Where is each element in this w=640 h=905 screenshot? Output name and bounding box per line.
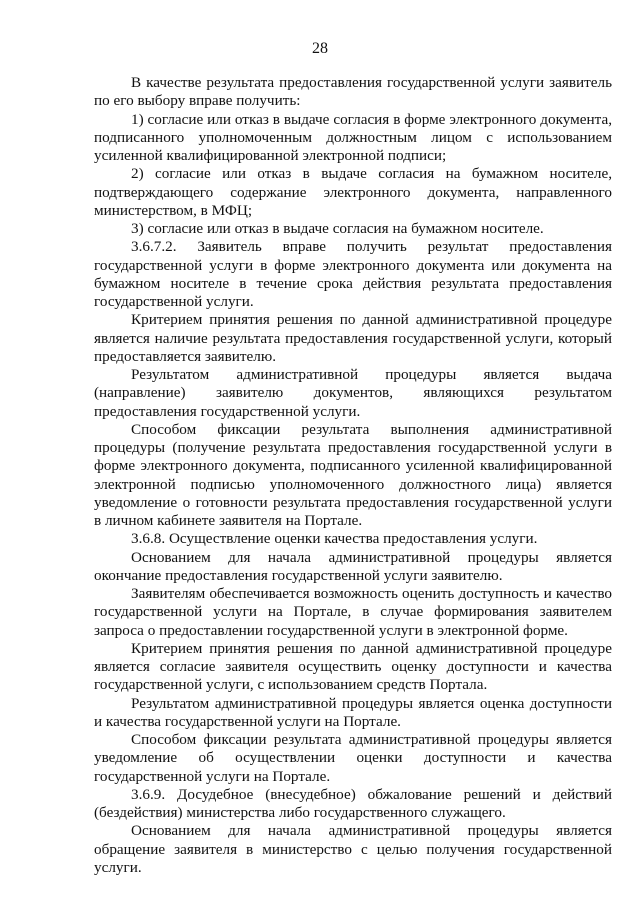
page-number: 28	[312, 40, 328, 57]
paragraph-applicant-evaluation: Заявителям обеспечивается возможность оценить доступность и качество государственной услуги на Портале, в случае формирования заявителем запроса о предоставлении государственной услуги в электронной форме.	[94, 585, 612, 639]
document-body	[94, 74, 612, 877]
paragraph-result-intro: В качестве результата предоставления государственной услуги заявитель по его выбору вправе получить:	[94, 74, 612, 110]
paragraph-basis-start-2: Основанием для начала административной процедуры является обращение заявителя в министерство с целью получения государственной услуги.	[94, 822, 612, 876]
paragraph-decision-criterion-2: Критерием принятия решения по данной административной процедуре является согласие заявителя осуществить оценку доступности и качества государственной услуги, с использованием средств Портала.	[94, 639, 612, 694]
paragraph-fixation-method-1: Способом фиксации результата выполнения административной процедуры (получение результата предоставления государственной услуги в форме электронного документа, подписанного усиленной квалифицированной электронной подписью уполномоченного должностного лица) является уведомление о готовности результата предоставления государственной услуги в личном кабинете заявителя на Портале.	[94, 420, 612, 529]
paragraph-procedure-result-2: Результатом административной процедуры является оценка доступности и качества государственной услуги на Портале.	[94, 694, 612, 730]
paragraph-basis-start-1: Основанием для начала административной процедуры является окончание предоставления государственной услуги заявителю.	[94, 548, 612, 584]
paragraph-option-3: 3) согласие или отказ в выдаче согласия на бумажном носителе.	[131, 220, 544, 237]
paragraph-procedure-result-1: Результатом административной процедуры является выдача (направление) заявителю документов, являющихся результатом предоставления государственной услуги.	[94, 366, 612, 420]
paragraph-fixation-method-2: Способом фиксации результата административной процедуры является уведомление об осуществлении оценки доступности и качества государственной услуги на Портале.	[94, 731, 612, 785]
paragraph-3-6-8-heading: 3.6.8. Осуществление оценки качества предоставления услуги.	[131, 530, 538, 548]
paragraph-3-6-7-2: 3.6.7.2. Заявитель вправе получить результат предоставления государственной услуги в форме электронного документа или документа на бумажном носителе в течение срока действия результата предоставления государственной услуги.	[94, 238, 612, 310]
paragraph-3-6-9-heading: 3.6.9. Досудебное (внесудебное) обжалование решений и действий (бездействия) министерства либо государственного служащего.	[94, 785, 612, 821]
paragraph-option-2: 2) согласие или отказ в выдаче согласия на бумажном носителе, подтверждающего содержание электронного документа, направленного министерством, в МФЦ;	[94, 165, 612, 219]
paragraph-decision-criterion-1: Критерием принятия решения по данной административной процедуре является наличие результата предоставления государственной услуги, который предоставляется заявителю.	[94, 311, 612, 365]
paragraph-option-1: 1) согласие или отказ в выдаче согласия в форме электронного документа, подписанного уполномоченным должностным лицом с использованием усиленной квалифицированной электронной подписи;	[94, 110, 612, 164]
